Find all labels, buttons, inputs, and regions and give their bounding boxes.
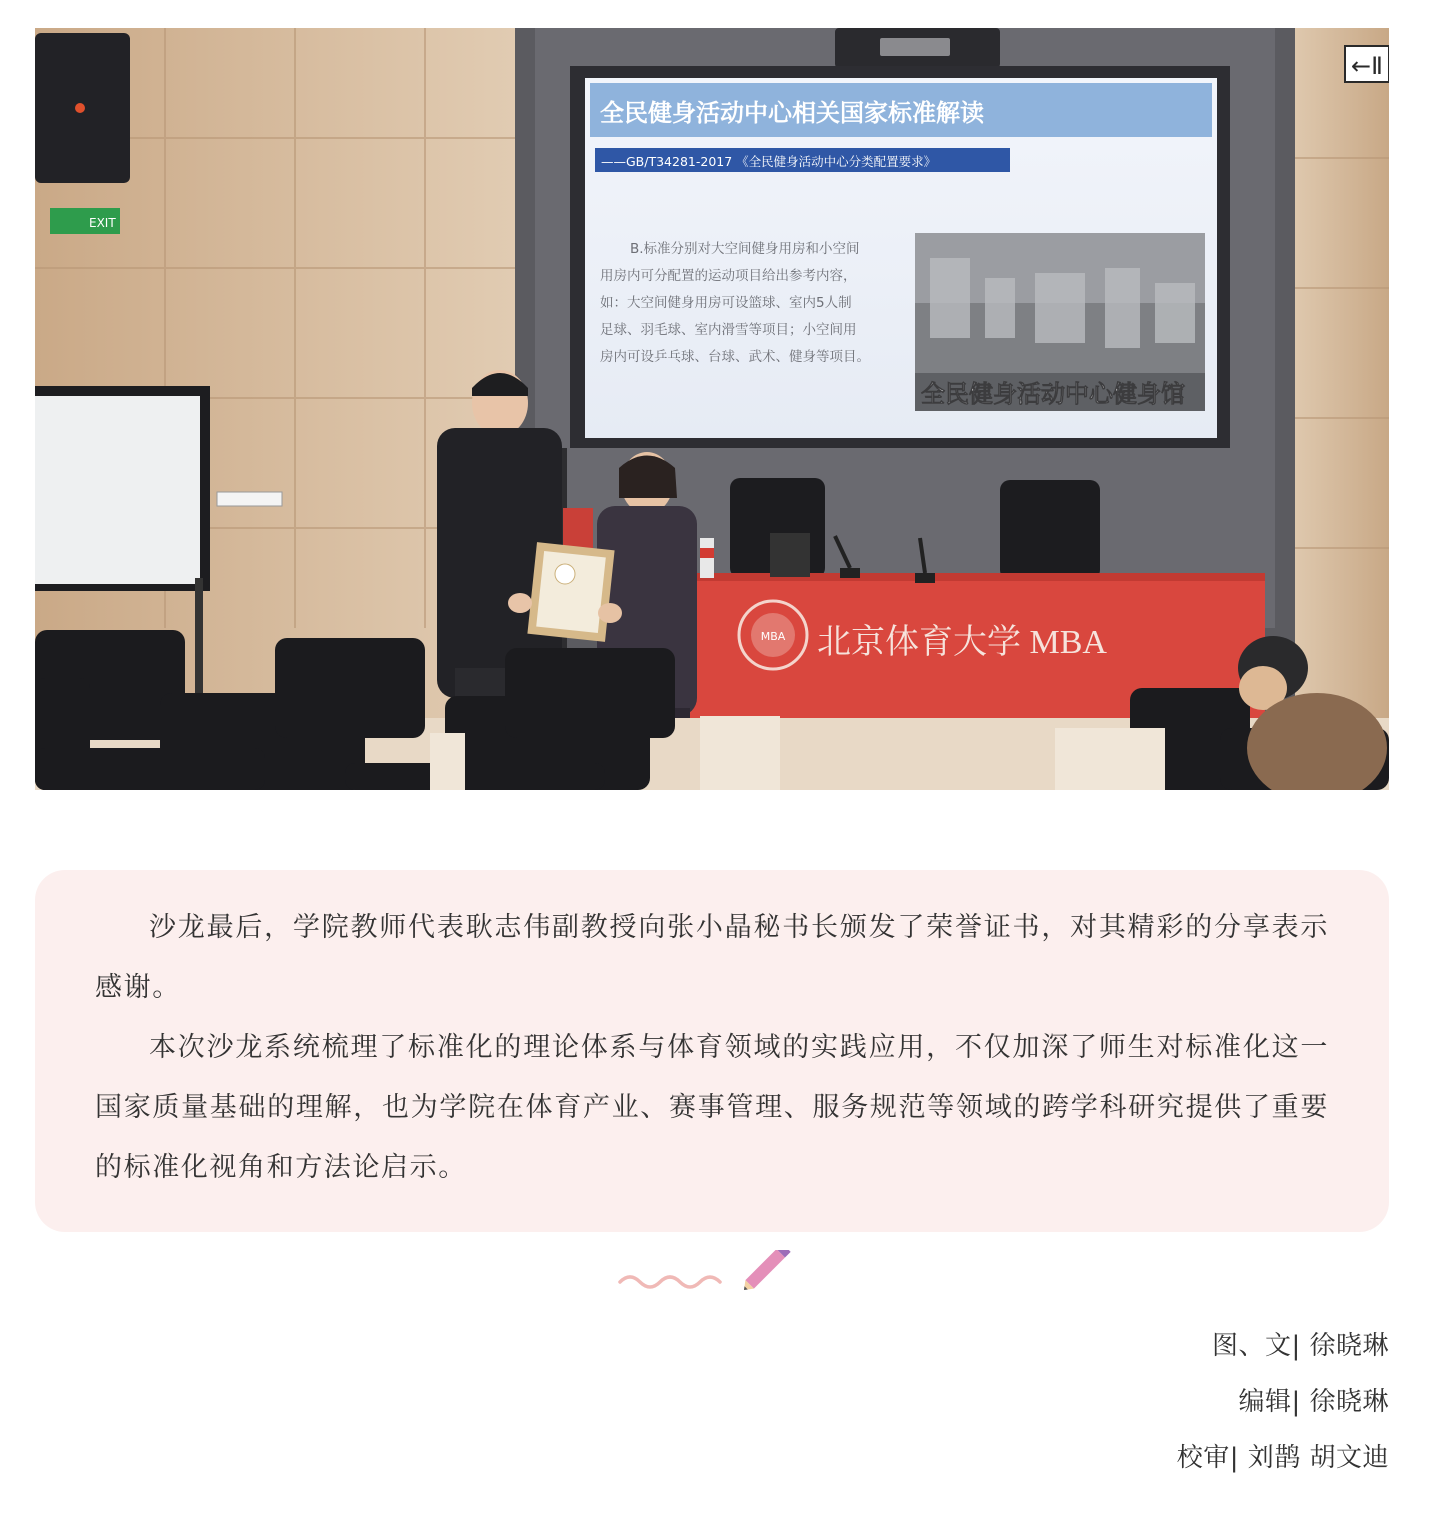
- mba-badge: MBA: [760, 630, 786, 643]
- slide-body-line: 房内可设乒乓球、台球、武术、健身等项目。: [600, 349, 870, 365]
- paragraph: 沙龙最后，学院教师代表耿志伟副教授向张小晶秘书长颁发了荣誉证书，对其精彩的分享表示感谢。: [95, 912, 1329, 1003]
- wave-pencil-decoration: [616, 1250, 792, 1294]
- photo-scene: [35, 28, 1389, 790]
- credit-reviewer: 校审| 刘鹊 胡文迪: [1176, 1443, 1389, 1473]
- slide-body-line: 用房内可分配置的运动项目给出参考内容，: [600, 268, 857, 284]
- credits: [1177, 1318, 1389, 1486]
- slide-image-caption: 全民健身活动中心健身馆: [921, 380, 1185, 408]
- exit-sign: EXIT: [89, 216, 116, 230]
- wave-icon: [620, 1277, 720, 1287]
- credit-author: 图、文| 徐晓琳: [1211, 1331, 1389, 1361]
- credit-editor: 编辑| 徐晓琳: [1238, 1387, 1389, 1417]
- pencil-icon: [740, 1250, 791, 1294]
- door-sign: ←Ⅱ: [1351, 52, 1383, 80]
- slide-body-line: 足球、羽毛球、室内滑雪等项目；小空间用: [600, 322, 857, 338]
- slide-body-line: 如：大空间健身用房可设篮球、室内5人制: [600, 295, 852, 311]
- university-banner: 北京体育大学 MBA: [817, 624, 1107, 661]
- summary-card: [35, 870, 1389, 1232]
- slide-subtitle: ——GB/T34281-2017 《全民健身活动中心分类配置要求》: [601, 154, 937, 169]
- slide-title: 全民健身活动中心相关国家标准解读: [600, 99, 984, 127]
- slide-body-line: B.标准分别对大空间健身用房和小空间: [630, 241, 860, 257]
- event-photo: [35, 28, 1389, 790]
- paragraph: 本次沙龙系统梳理了标准化的理论体系与体育领域的实践应用，不仅加深了师生对标准化这一国家质量基础的理解，也为学院在体育产业、赛事管理、服务规范等领域的跨学科研究提供了重要的标准化视角和方法论启示。: [95, 1032, 1329, 1183]
